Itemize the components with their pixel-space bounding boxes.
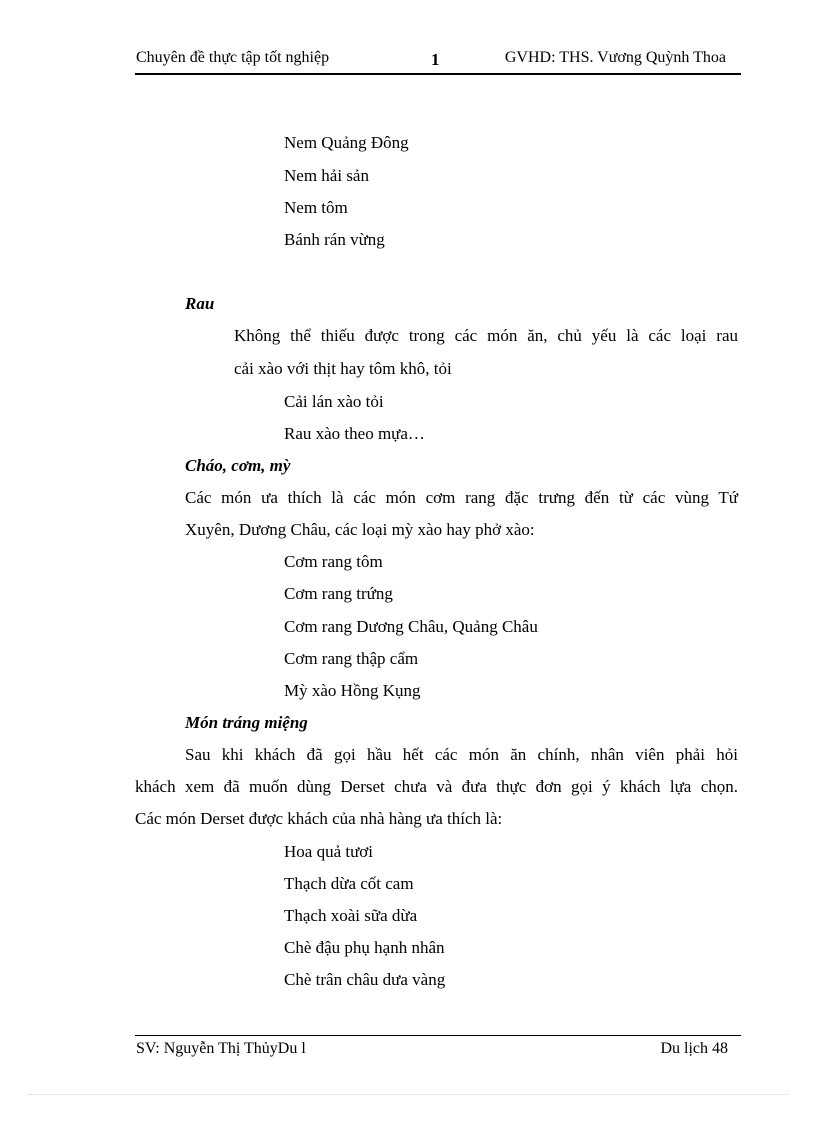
- section-heading-rau: Rau: [185, 294, 215, 313]
- list-item: Thạch dừa cốt cam: [284, 874, 414, 893]
- paragraph-line: Các món Derset được khách của nhà hàng ưa thích là:: [135, 809, 503, 828]
- list-item: Rau xào theo mựa…: [284, 424, 425, 443]
- page-bottom-divider: [28, 1094, 788, 1095]
- paragraph-line: Sau khi khách đã gọi hầu hết các món ăn chính, nhân viên phải hỏi: [185, 745, 738, 764]
- list-item: Nem Quảng Đông: [284, 133, 409, 152]
- list-item: Hoa quả tươi: [284, 842, 374, 861]
- list-item: Thạch xoài sữa dừa: [284, 906, 418, 925]
- paragraph-line: Xuyên, Dương Châu, các loại mỳ xào hay phở xào:: [185, 520, 535, 539]
- header-rule: [135, 73, 741, 75]
- list-item: Bánh rán vừng: [284, 230, 385, 249]
- list-item: Cơm rang thập cẩm: [284, 649, 419, 668]
- list-item: Mỳ xào Hồng Kụng: [284, 681, 421, 700]
- list-item: Cải lán xào tỏi: [284, 392, 384, 411]
- list-item: Cơm rang tôm: [284, 552, 383, 571]
- header-title: Chuyên đề thực tập tốt nghiệp: [136, 49, 330, 66]
- footer-student: SV: Nguyễn Thị ThủyDu l: [136, 1040, 306, 1057]
- paragraph-line: Không thể thiếu được trong các món ăn, chủ yếu là các loại rau: [234, 326, 738, 345]
- header-supervisor: GVHD: THS. Vương Quỳnh Thoa: [504, 49, 726, 66]
- paragraph-line: Các món ưa thích là các món cơm rang đặc trưng đến từ các vùng Tứ: [185, 488, 738, 507]
- section-heading-chao: Cháo, cơm, mỳ: [185, 456, 291, 475]
- list-item: Nem hải sản: [284, 166, 369, 185]
- footer-rule: [135, 1035, 741, 1036]
- list-item: Cơm rang trứng: [284, 584, 393, 603]
- footer-class: Du lịch 48: [660, 1040, 728, 1057]
- list-item: Chè trân châu dưa vàng: [284, 970, 446, 989]
- section-heading-trang-mieng: Món tráng miệng: [185, 713, 308, 732]
- list-item: Chè đậu phụ hạnh nhân: [284, 938, 445, 957]
- list-item: Nem tôm: [284, 198, 348, 217]
- paragraph-line: cải xào với thịt hay tôm khô, tỏi: [234, 359, 452, 378]
- paragraph-line: khách xem đã muốn dùng Derset chưa và đưa thực đơn gọi ý khách lựa chọn.: [135, 777, 738, 796]
- page-number: 1: [431, 50, 440, 69]
- list-item: Cơm rang Dương Châu, Quảng Châu: [284, 617, 538, 636]
